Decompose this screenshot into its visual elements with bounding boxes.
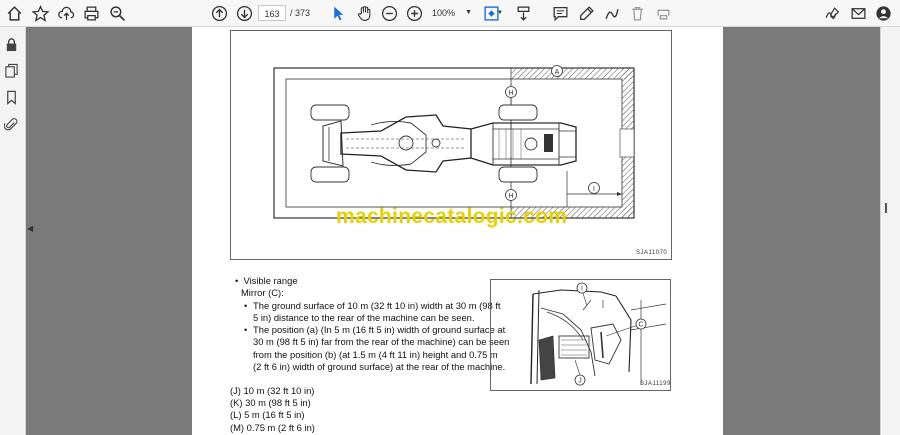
inner-area-outline	[286, 79, 622, 207]
email-icon[interactable]	[848, 3, 868, 23]
hatched-top	[511, 68, 634, 79]
bullet-2-line-2: 30 m (98 ft 5 in) far from the rear of the machine) can be seen	[253, 336, 510, 347]
bullet-1-line-1: The ground surface of 10 m (32 ft 10 in) width at 30 m (98 ft	[253, 300, 501, 311]
collapse-left-panel-icon[interactable]: ◀	[27, 224, 34, 233]
draw-icon[interactable]	[601, 3, 621, 23]
tire-rear-left	[499, 105, 537, 120]
visible-range-heading: • Visible range	[235, 275, 298, 286]
fig2-label-c: C	[638, 321, 644, 329]
tire-front-left	[311, 105, 349, 120]
pdf-page	[192, 27, 723, 435]
label-h-bottom: H	[508, 193, 514, 200]
label-h-top: H	[508, 90, 514, 97]
pages-icon[interactable]	[4, 63, 20, 79]
bullet-marker-2: •	[244, 324, 248, 335]
fig2-label-j: J	[578, 377, 582, 385]
visible-range-title: Visible range	[243, 275, 298, 286]
star-icon[interactable]	[30, 3, 50, 23]
tire-front-right	[311, 167, 349, 182]
zoom-in-icon[interactable]	[404, 3, 424, 23]
scroll-mode-icon[interactable]	[513, 3, 533, 23]
delete-icon[interactable]	[627, 3, 647, 23]
previous-page-icon[interactable]	[209, 3, 229, 23]
zoom-select[interactable]	[432, 5, 472, 21]
label-a: A	[554, 69, 560, 76]
print-icon[interactable]	[81, 3, 101, 23]
bullet-1-line-2: 5 in) distance to the rear of the machine can be seen.	[253, 312, 475, 323]
figure-code-2: SJA11199	[640, 381, 671, 387]
hand-tool-icon[interactable]	[354, 3, 374, 23]
mirror-view-figure	[490, 279, 671, 391]
label-i: I	[593, 186, 595, 193]
mirror-diagram	[491, 280, 670, 390]
fit-dropdown-icon[interactable]: ▼	[497, 10, 503, 16]
next-page-icon[interactable]	[234, 3, 254, 23]
zoom-value: 100%	[432, 8, 456, 18]
sign-icon[interactable]	[822, 3, 842, 23]
highlight-pen-icon[interactable]	[576, 3, 596, 23]
account-icon[interactable]	[873, 3, 893, 23]
legend-j: (J) 10 m (32 ft 10 in)	[230, 385, 315, 396]
legend-l: (L) 5 m (16 ft 5 in)	[230, 409, 305, 420]
right-panel-toggle[interactable]	[880, 27, 900, 435]
toolbar	[0, 0, 900, 27]
attachment-icon[interactable]	[4, 117, 20, 133]
legend-m: (M) 0.75 m (2 ft 6 in)	[230, 422, 315, 433]
zoom-search-icon[interactable]	[107, 3, 127, 23]
home-icon[interactable]	[4, 3, 24, 23]
bullet-2-line-3: from the position (b) (at 1.5 m (4 ft 11 in) height and 0.75 m	[253, 349, 498, 360]
tire-rear-right	[499, 167, 537, 182]
zoom-out-icon[interactable]	[379, 3, 399, 23]
bullet-marker-1: •	[244, 300, 248, 311]
comment-icon[interactable]	[550, 3, 570, 23]
figure-code-1: SJA11070	[636, 250, 668, 256]
bullet-2-line-1: The position (a) (In 5 m (16 ft 5 in) width of ground surface at	[253, 324, 506, 335]
front-frame	[341, 115, 471, 172]
page-separator: /	[290, 8, 293, 18]
legend-k: (K) 30 m (98 ft 5 in)	[230, 397, 311, 408]
fig2-label-i: I	[581, 285, 583, 293]
bookmark-icon[interactable]	[4, 90, 20, 106]
select-cursor-icon[interactable]	[328, 3, 348, 23]
cloud-upload-icon[interactable]	[56, 3, 76, 23]
ground-area-outline	[274, 68, 634, 218]
total-pages-value: 373	[295, 8, 311, 18]
page-number-input[interactable]: 163	[258, 5, 286, 21]
left-sidebar	[0, 27, 26, 435]
lock-icon[interactable]	[4, 37, 20, 53]
total-pages	[290, 8, 310, 18]
watermark: machinecatalogic.com	[336, 205, 568, 228]
chevron-down-icon: ▼	[465, 9, 472, 16]
bullet-2-line-4: (2 ft 6 in) width of ground surface) at the rear of the machine.	[253, 361, 506, 372]
more-options-icon[interactable]	[653, 3, 673, 23]
panel-grip[interactable]	[885, 203, 887, 213]
mirror-label: Mirror (C):	[241, 287, 284, 298]
